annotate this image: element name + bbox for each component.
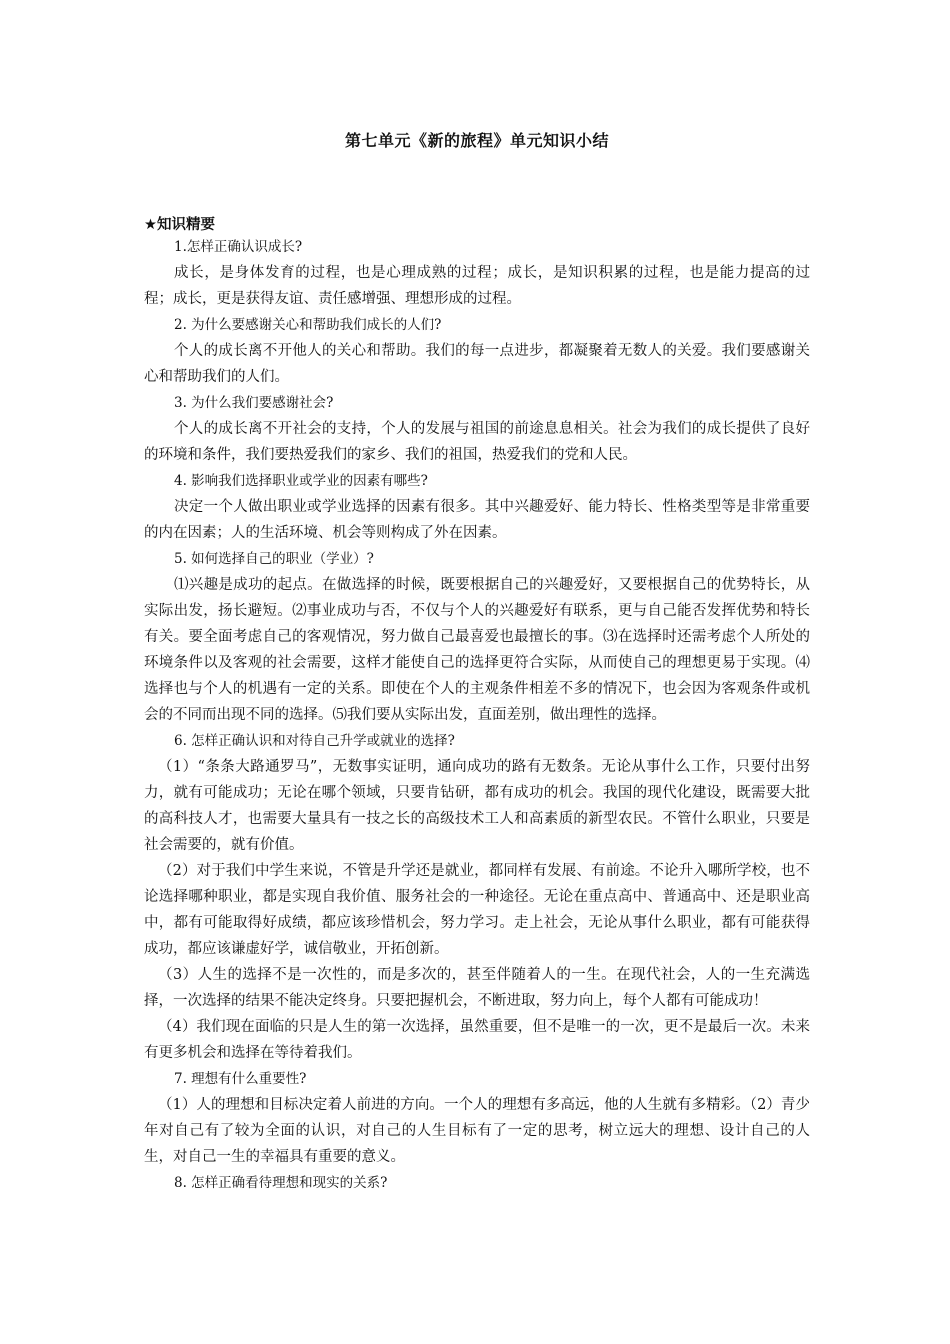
document-body [144,234,810,1196]
answer-2: 个人的成长离不开他人的关心和帮助。我们的每一点进步，都凝聚着无数人的关爱。我们要感谢关心和帮助我们的人们。 [144,343,810,385]
question-2: 2. 为什么要感谢关心和帮助我们成长的人们? [174,317,442,333]
answer-1: 成长，是身体发育的过程，也是心理成熟的过程；成长，是知识积累的过程，也是能力提高的过程；成长，更是获得友谊、责任感增强、理想形成的过程。 [144,265,810,307]
question-8: 8. 怎样正确看待理想和现实的关系? [174,1175,388,1191]
answer-7: （1）人的理想和目标决定着人前进的方向。一个人的理想有多高远，他的人生就有多精彩。（2）青少年对自己有了较为全面的认识，对自己的人生目标有了一定的思考，树立远大的理想、设计自己的人生，对自己一生的幸福具有重要的意义。 [144,1097,810,1165]
question-3: 3. 为什么我们要感谢社会? [174,395,334,411]
answer-6-part-1: （1）“条条大路通罗马”，无数事实证明，通向成功的路有无数条。无论从事什么工作，只要付出努力，就有可能成功；无论在哪个领域，只要肯钻研，都有成功的机会。我国的现代化建设，既需要大批的高科技人才，也需要大量具有一技之长的高级技术工人和高素质的新型农民。不管什么职业，只要是社会需要的，就有价值。 [144,759,810,853]
answer-3: 个人的成长离不开社会的支持，个人的发展与祖国的前途息息相关。社会为我们的成长提供了良好的环境和条件，我们要热爱我们的家乡、我们的祖国，热爱我们的党和人民。 [144,421,810,463]
section-heading: ★知识精要 [144,217,215,233]
answer-5: ⑴兴趣是成功的起点。在做选择的时候，既要根据自己的兴趣爱好，又要根据自己的优势特长，从实际出发，扬长避短。⑵事业成功与否，不仅与个人的兴趣爱好有联系，更与自己能否发挥优势和特长有关。要全面考虑自己的客观情况，努力做自己最喜爱也最擅长的事。⑶在选择时还需考虑个人所处的环境条件以及客观的社会需要，这样才能使自己的选择更符合实际，从而使自己的理想更易于实现。⑷选择也与个人的机遇有一定的关系。即使在个人的主观条件相差不多的情况下，也会因为客观条件或机会的不同而出现不同的选择。⑸我们要从实际出发，直面差别，做出理性的选择。 [144,577,810,723]
answer-6-part-4: （4）我们现在面临的只是人生的第一次选择，虽然重要，但不是唯一的一次，更不是最后一次。未来有更多机会和选择在等待着我们。 [144,1019,810,1061]
document-title: 第七单元《新的旅程》单元知识小结 [344,131,609,150]
question-7: 7. 理想有什么重要性? [174,1071,307,1087]
question-5: 5. 如何选择自己的职业（学业）? [174,551,374,567]
answer-6-part-3: （3）人生的选择不是一次性的，而是多次的，甚至伴随着人的一生。在现代社会，人的一生充满选择，一次选择的结果不能决定终身。只要把握机会，不断进取，努力向上，每个人都有可能成功！ [144,967,810,1009]
answer-4: 决定一个人做出职业或学业选择的因素有很多。其中兴趣爱好、能力特长、性格类型等是非常重要的内在因素；人的生活环境、机会等则构成了外在因素。 [144,499,810,541]
question-4: 4. 影响我们选择职业或学业的因素有哪些? [174,473,428,489]
answer-6-part-2: （2）对于我们中学生来说，不管是升学还是就业，都同样有发展、有前途。不论升入哪所学校，也不论选择哪种职业，都是实现自我价值、服务社会的一种途径。无论在重点高中、普通高中、还是职业高中，都有可能取得好成绩，都应该珍惜机会，努力学习。走上社会，无论从事什么职业，都有可能获得成功，都应该谦虚好学，诚信敬业，开拓创新。 [144,863,810,957]
question-1: 1.怎样正确认识成长? [174,239,303,255]
question-6: 6. 怎样正确认识和对待自己升学或就业的选择? [174,733,455,749]
